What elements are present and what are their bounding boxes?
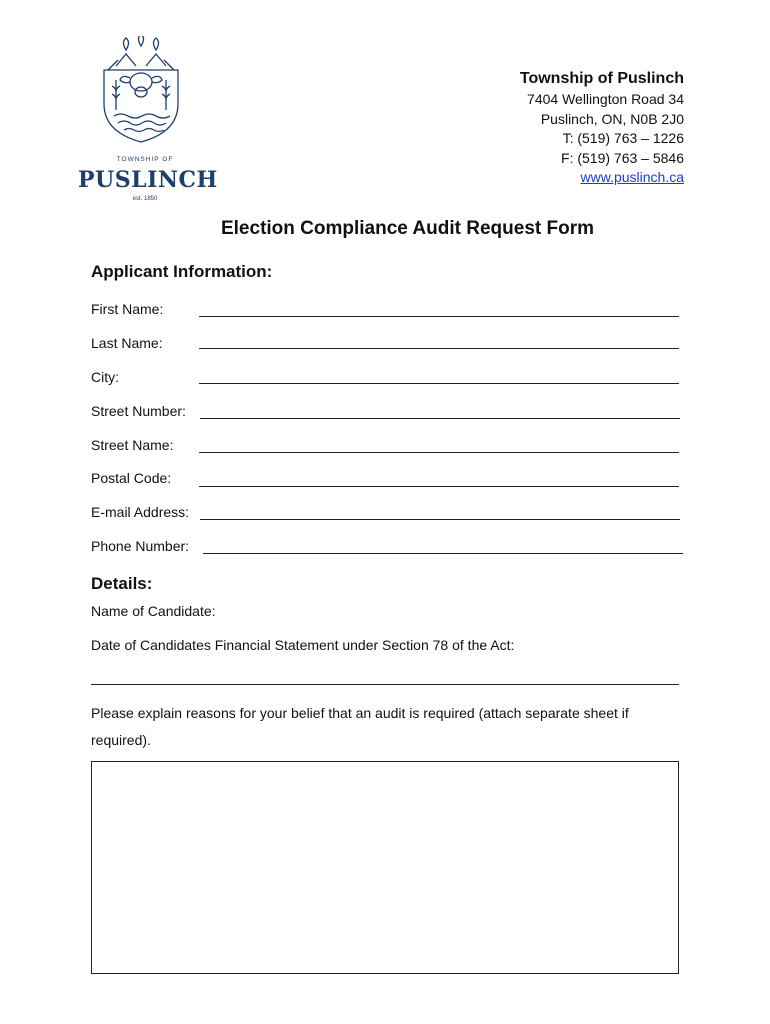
statement-date-field[interactable] — [91, 684, 679, 685]
logo-established: est. 1850 — [132, 196, 158, 202]
email-label: E-mail Address: — [91, 504, 190, 520]
logo-township-of: TOWNSHIP OF — [116, 156, 174, 163]
address-line-1: 7404 Wellington Road 34 — [527, 91, 684, 107]
logo-wordmark: PUSLINCH — [78, 167, 218, 193]
postal-code-field[interactable] — [199, 486, 679, 487]
street-name-label: Street Name: — [91, 437, 174, 453]
city-field[interactable] — [199, 383, 679, 384]
phone-field[interactable] — [203, 553, 683, 554]
township-crest-icon — [86, 36, 196, 148]
website-link[interactable]: www.puslinch.ca — [580, 169, 684, 185]
township-logo — [78, 36, 218, 208]
statement-date-label: Date of Candidates Financial Statement under Section 78 of the Act: — [91, 637, 515, 653]
street-number-label: Street Number: — [91, 403, 186, 419]
last-name-field[interactable] — [199, 348, 679, 349]
city-label: City: — [91, 369, 119, 385]
address-line-2: Puslinch, ON, N0B 2J0 — [540, 110, 684, 127]
reasons-label-line-1: Please explain reasons for your belief that an audit is required (attach separate sheet if — [91, 705, 629, 721]
street-name-field[interactable] — [199, 452, 679, 453]
street-number-field[interactable] — [200, 418, 680, 419]
candidate-name-label: Name of Candidate: — [91, 603, 216, 619]
first-name-field[interactable] — [199, 316, 679, 317]
phone-label: Phone Number: — [91, 538, 190, 554]
organization-name: Township of Puslinch — [519, 70, 684, 87]
first-name-label: First Name: — [91, 301, 164, 317]
applicant-heading: Applicant Information: — [91, 262, 273, 281]
phone-number: T: (519) 763 – 1226 — [562, 130, 684, 146]
last-name-label: Last Name: — [91, 335, 163, 351]
email-field[interactable] — [200, 519, 680, 520]
details-heading: Details: — [91, 574, 153, 593]
fax-number: F: (519) 763 – 5846 — [561, 149, 684, 166]
form-title: Election Compliance Audit Request Form — [220, 218, 594, 239]
reasons-label-line-2: required). — [91, 732, 151, 748]
reasons-textbox[interactable] — [91, 761, 679, 974]
contact-block — [520, 68, 684, 188]
postal-code-label: Postal Code: — [91, 470, 172, 486]
